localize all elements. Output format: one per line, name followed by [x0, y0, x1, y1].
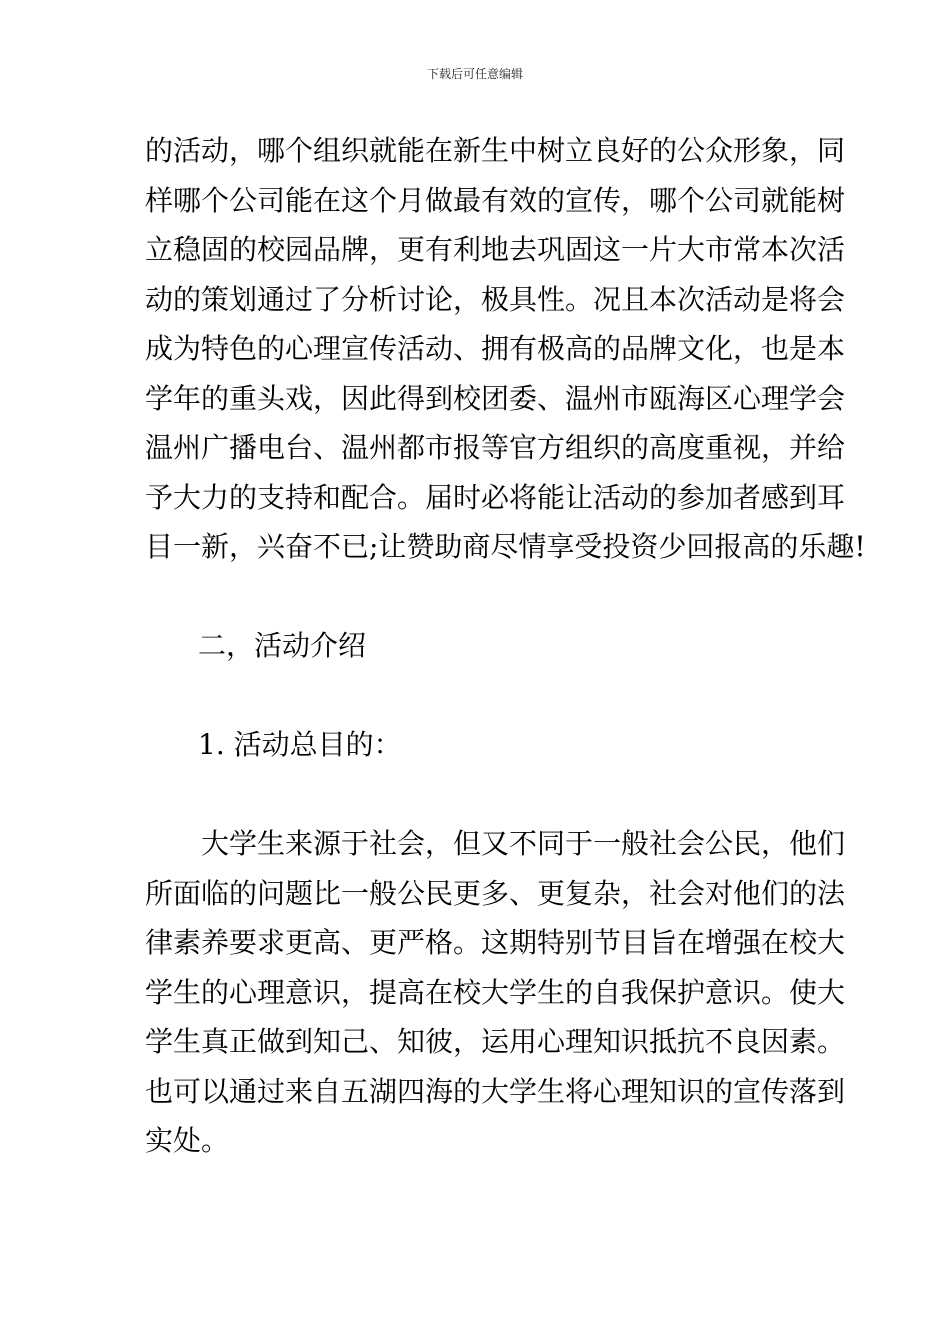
paragraph-1-line: 学年的重头戏，因此得到校团委、温州市瓯海区心理学会	[145, 381, 846, 415]
paragraph-2	[145, 819, 846, 1166]
sub-heading: 1. 活动总目的：	[198, 728, 402, 761]
paragraph-1-line: 目一新，兴奋不已;让赞助商尽情享受投资少回报高的乐趣!	[145, 530, 866, 563]
paragraph-2-line: 学生真正做到知己、知彼，运用心理知识抵抗不良因素。	[145, 1025, 846, 1058]
blank-line	[145, 770, 807, 820]
paragraph-1-line: 立稳固的校园品牌，更有利地去巩固这一片大市常本次活	[145, 233, 846, 266]
page-header: 下载后可任意编辑	[426, 67, 523, 81]
blank-line	[145, 671, 807, 721]
section-heading: 二，活动介绍	[198, 629, 367, 662]
paragraph-1-line: 样哪个公司能在这个月做最有效的宣传，哪个公司就能树	[145, 183, 846, 217]
paragraph-1-line: 成为特色的心理宣传活动、拥有极高的品牌文化，也是本	[145, 332, 846, 365]
paragraph-2-line: 大学生来源于社会，但又不同于一般社会公民，他们	[145, 827, 846, 860]
paragraph-1-line: 动的策划通过了分析讨论，极具性。况且本次活动是将会	[145, 282, 846, 316]
paragraph-2-line: 实处。	[145, 1124, 230, 1157]
paragraph-2-line: 律素养要求更高、更严格。这期特别节目旨在增强在校大	[145, 926, 846, 959]
paragraph-1-line: 的活动，哪个组织就能在新生中树立良好的公众形象，同	[145, 134, 846, 167]
paragraph-2-line: 学生的心理意识，提高在校大学生的自我保护意识。使大	[145, 975, 846, 1009]
blank-line	[145, 572, 807, 622]
paragraph-1-line: 温州广播电台、温州都市报等官方组织的高度重视，并给	[145, 431, 846, 464]
paragraph-1-line: 予大力的支持和配合。届时必将能让活动的参加者感到耳	[145, 480, 846, 514]
paragraph-2-line: 也可以通过来自五湖四海的大学生将心理知识的宣传落到	[145, 1074, 846, 1108]
document-body	[145, 126, 866, 1166]
paragraph-1	[145, 126, 866, 572]
paragraph-2-line: 所面临的问题比一般公民更多、更复杂，社会对他们的法	[145, 876, 846, 910]
